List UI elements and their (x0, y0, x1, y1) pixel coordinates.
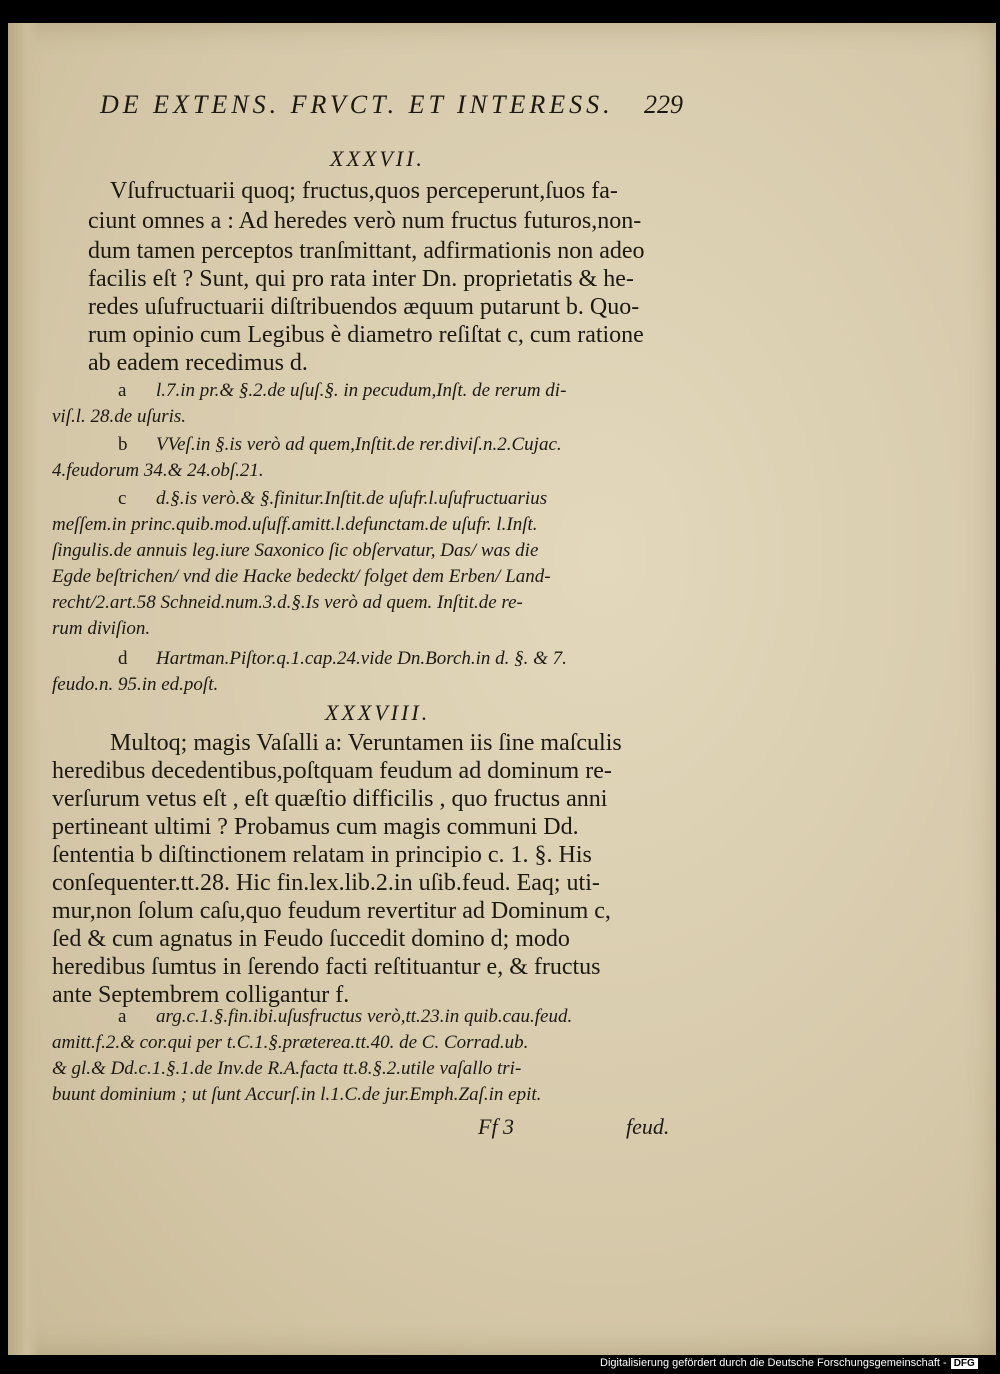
body-line: conſequenter.tt.28. Hic fin.lex.lib.2.in uſib.feud. Eaq; uti- (52, 870, 600, 896)
footnote-line: Egde beſtrichen/ vnd die Hacke bedeckt/ folget dem Erben/ Land- (52, 566, 551, 587)
body-line: ciunt omnes a : Ad heredes verò num fructus futuros,non- (88, 208, 642, 234)
footnote-a: a l.7.in pr.& §.2.de uſuſ.§. in pecudum,Inſt. de rerum di- (118, 380, 567, 401)
body-line: ante Septembrem colligantur f. (52, 982, 350, 1008)
footnote-d: d Hartman.Piſtor.q.1.cap.24.vide Dn.Borch.in d. §. & 7. (118, 648, 567, 669)
footnote-line: buunt dominium ; ut ſunt Accurſ.in l.1.C.de jur.Emph.Zaſ.in epit. (52, 1084, 542, 1105)
section-numeral: XXXVII. (330, 146, 425, 171)
footnote-line: recht/2.art.58 Schneid.num.3.d.§.Is verò ad quem. Inſtit.de re- (52, 592, 523, 613)
body-line: pertineant ultimi ? Probamus cum magis communi Dd. (52, 814, 579, 840)
body-line: ab eadem recedimus d. (88, 350, 308, 376)
footnote-line: viſ.l. 28.de uſuris. (52, 406, 187, 427)
signature-mark: Ff 3 (478, 1114, 515, 1139)
footnote-a: a arg.c.1.§.fin.ibi.uſusfructus verò,tt.23.in quib.cau.feud. (118, 1006, 573, 1027)
body-line: facilis eſt ? Sunt, qui pro rata inter Dn. proprietatis & he- (88, 266, 634, 292)
running-title: DE EXTENS. FRVCT. ET INTERESS. (100, 90, 614, 119)
page-gutter (8, 23, 40, 1355)
page-number: 229 (644, 90, 683, 119)
footnote-line: 4.feudorum 34.& 24.obſ.21. (52, 460, 264, 481)
body-line: rum opinio cum Legibus è diametro reſiſtat c, cum ratione (88, 322, 644, 348)
body-line: heredibus decedentibus,poſtquam feudum ad dominum re- (52, 758, 612, 784)
footnote-line: feudo.n. 95.in ed.poſt. (52, 674, 219, 695)
dfg-logo: DFG (951, 1358, 978, 1369)
body-line: Multoq; magis Vaſalli a: Veruntamen iis ſine maſculis (110, 730, 622, 756)
footnote-line: ſingulis.de annuis leg.iure Saxonico ſic obſervatur, Das/ was die (52, 540, 539, 561)
body-line: verſurum vetus eſt , eſt quæſtio difficilis , quo fructus anni (52, 786, 608, 812)
footnote-line: rum diviſion. (52, 618, 151, 639)
body-line: mur,non ſolum caſu,quo feudum revertitur ad Dominum c, (52, 898, 611, 924)
body-line: dum tamen perceptos tranſmittant, adfirmationis non adeo (88, 238, 645, 264)
footer-credit: Digitalisierung gefördert durch die Deutsche Forschungsgemeinschaft - DFG (600, 1357, 978, 1369)
footnote-line: & gl.& Dd.c.1.§.1.de Inv.de R.A.facta tt.8.§.2.utile vaſallo tri- (52, 1058, 522, 1079)
body-line: heredibus ſumtus in ſerendo facti reſtituantur e, & fructus (52, 954, 601, 980)
footnote-c: c d.§.is verò.& §.finitur.Inſtit.de uſufr.l.uſufructuarius (118, 488, 548, 509)
section-numeral: XXXVIII. (325, 700, 431, 725)
footnote-line: amitt.f.2.& cor.qui per t.C.1.§.præterea.tt.40. de C. Corrad.ub. (52, 1032, 529, 1053)
body-line: ſed & cum agnatus in Feudo ſuccedit domino d; modo (52, 926, 570, 952)
footnote-b: b VVeſ.in §.is verò ad quem,Inſtit.de rer.diviſ.n.2.Cujac. (118, 434, 562, 455)
body-line: Vſufructuarii quoq; fructus,quos perceperunt,ſuos fa- (110, 178, 618, 204)
footnote-line: meſſem.in princ.quib.mod.uſuſf.amitt.l.defunctam.de uſufr. l.Inſt. (52, 514, 538, 535)
body-line: redes uſufructuarii diſtribuendos æquum putarunt b. Quo- (88, 294, 640, 320)
catchword: feud. (626, 1114, 670, 1139)
body-line: ſententia b diſtinctionem relatam in principio c. 1. §. His (52, 842, 592, 868)
